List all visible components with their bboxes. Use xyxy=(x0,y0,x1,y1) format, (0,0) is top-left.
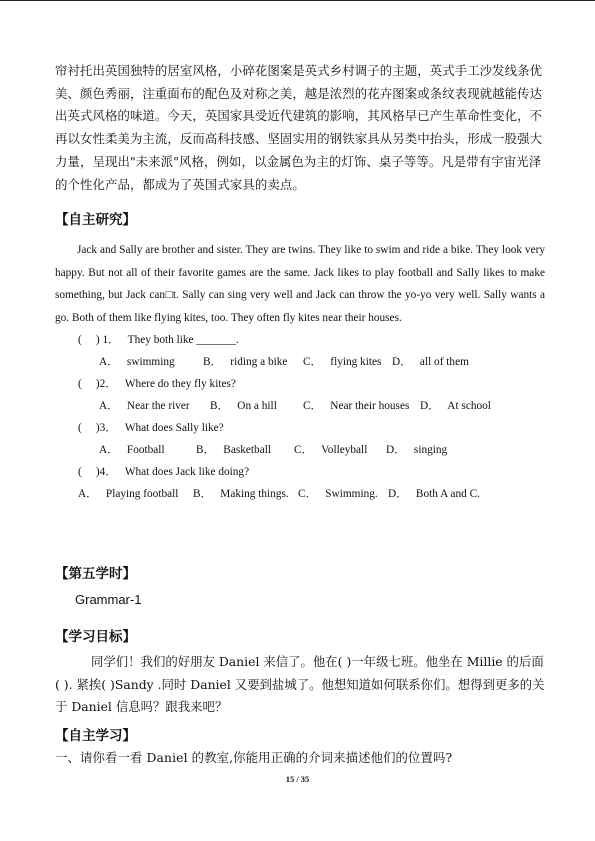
reading-passage: Jack and Sally are brother and sister. They are twins. They like to swim and ride a bike. They look very happy. But not all of their favorite games are the same. Jack likes to play football and Sally likes to make something, but Jack can□t. Sally can sing very well and Jack can throw the yo-yo very well. Sally wants a go. Both of them like flying kites, too. They often fly kites near their houses. xyxy=(55,244,545,324)
q1-option-d: D． all of them xyxy=(392,356,469,368)
heading-lesson-5: 【第五学时】 xyxy=(55,566,136,582)
q2-option-c: C． Near their houses xyxy=(303,400,410,412)
q4-option-c: C． Swimming. xyxy=(298,488,378,500)
q1-option-b: B． riding a bike xyxy=(203,356,288,368)
q3-option-b: B． Basketball xyxy=(196,444,271,456)
question-4-stem: ( )4． What does Jack like doing? xyxy=(78,466,250,478)
q2-option-d: D． At school xyxy=(420,400,491,412)
grammar-title: Grammar-1 xyxy=(75,592,142,607)
top-rule xyxy=(0,0,595,1)
question-2-stem: ( )2． Where do they fly kites? xyxy=(78,378,236,390)
q1-option-a: A． swimming xyxy=(99,356,175,368)
heading-learning-goals: 【学习目标】 xyxy=(55,629,136,645)
question-1-stem: ( ) 1． They both like _______. xyxy=(78,334,239,346)
q2-option-a: A． Near the river xyxy=(99,400,190,412)
question-3-stem: ( )3． What does Sally like? xyxy=(78,422,224,434)
page-number: 15 / 35 xyxy=(285,774,310,784)
q4-option-d: D． Both A and C. xyxy=(388,488,480,500)
intro-paragraph: 帘衬托出英国独特的居室风格，小碎花图案是英式乡村调子的主题，英式手工沙发线条优美、颜色秀丽，注重面布的配色及对称之美，越是浓烈的花卉图案或条纹表现就越能传达出英式风格的味道。今天，英国家具受近代建筑的影响，其风格早已产生革命性变化，不再以女性柔美为主流，反而高科技感、坚固实用的钢铁家具从另类中抬头，形成一股强大力量，呈现出"未来派"风格，例如，以金属色为主的灯饰、桌子等等。凡是带有宇宙光泽的个性化产品，都成为了英国式家具的卖点。 xyxy=(55,63,543,192)
q4-option-b: B． Making things. xyxy=(193,488,289,500)
heading-self-study: 【自主研究】 xyxy=(55,212,136,228)
q1-option-c: C． flying kites xyxy=(303,356,382,368)
q4-option-a: A． Playing football xyxy=(78,488,179,500)
q3-option-d: D． singing xyxy=(386,444,448,456)
q2-option-b: B． On a hill xyxy=(210,400,277,412)
q3-option-a: A． Football xyxy=(99,444,165,456)
heading-self-learning: 【自主学习】 xyxy=(55,728,136,744)
task-line: 一、请你看一看 Daniel 的教室,你能用正确的介词来描述他们的位置吗? xyxy=(55,750,453,765)
goals-paragraph: 同学们！我们的好朋友 Daniel 来信了。他在( )一年级七班。他坐在 Millie 的后面 ( ). 紧挨( )Sandy .同时 Daniel 又要到盐城了。他想知道如何联系你们。想得到更多的关于 Daniel 信息吗？跟我来吧？ xyxy=(55,654,545,715)
q3-option-c: C． Volleyball xyxy=(294,444,368,456)
